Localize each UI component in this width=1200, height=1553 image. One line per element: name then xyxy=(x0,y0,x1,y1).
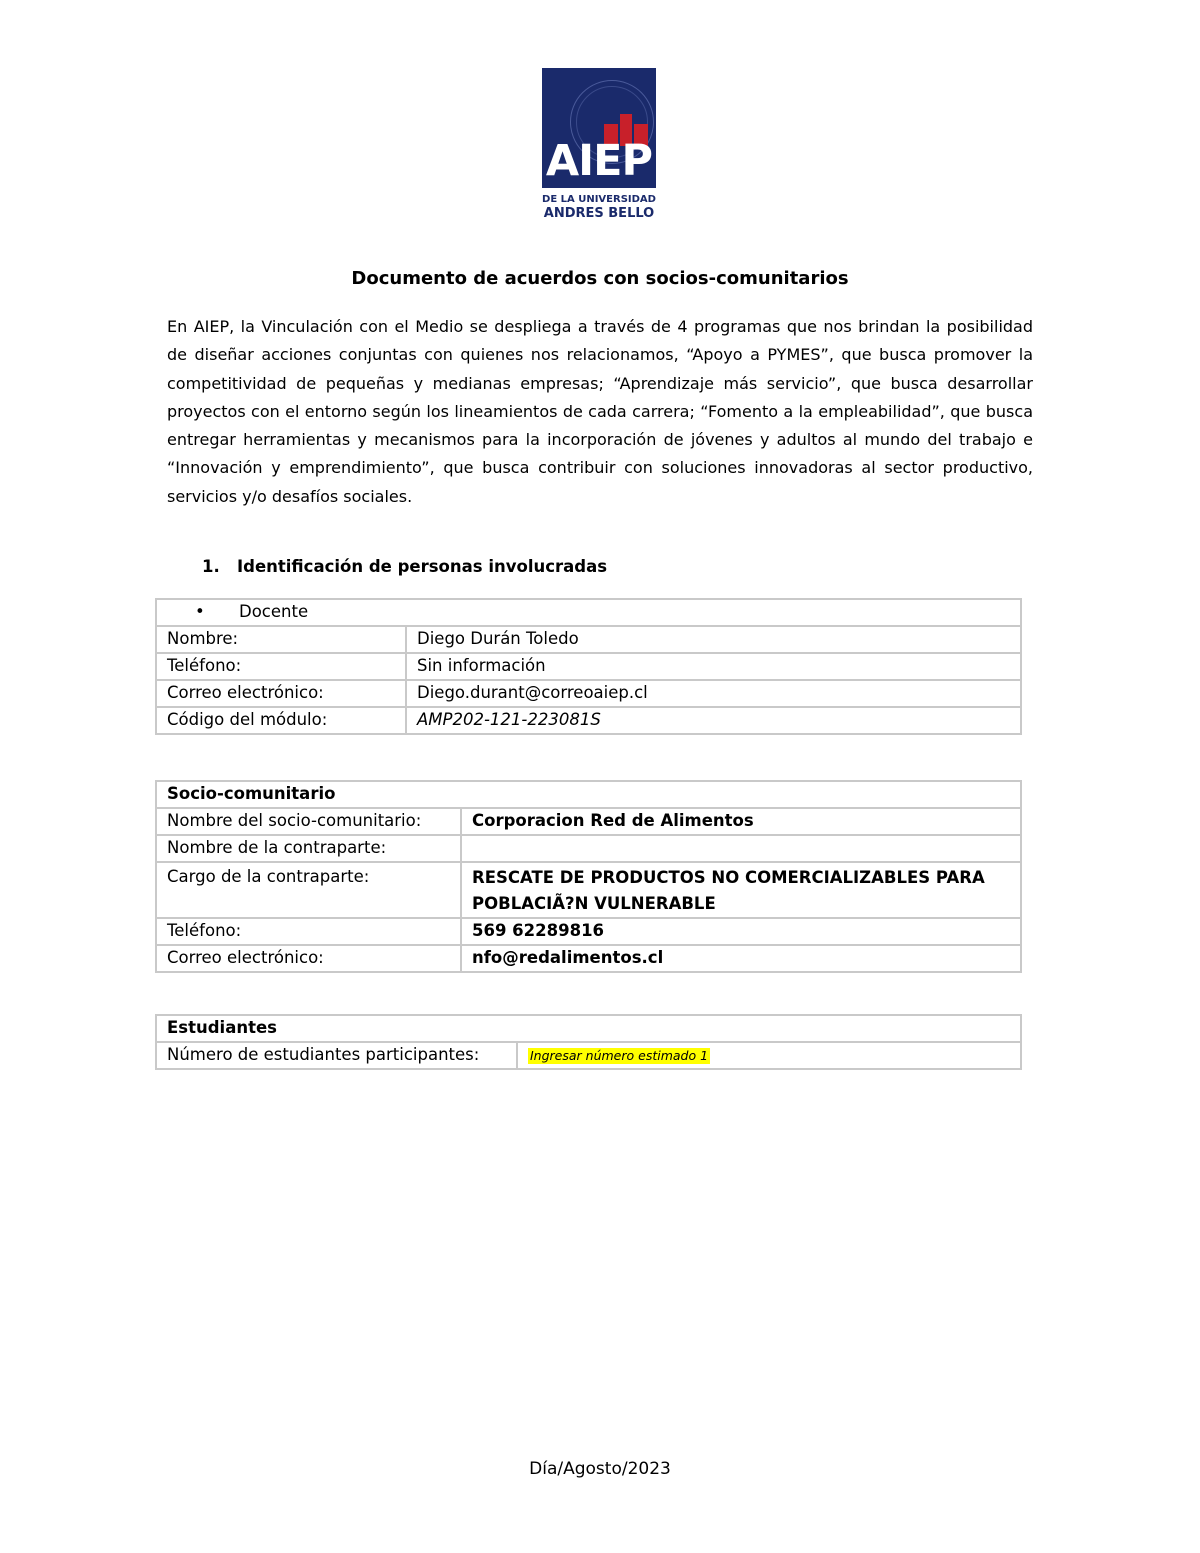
table-row xyxy=(156,680,1021,707)
row-label: Cargo de la contraparte: xyxy=(156,862,461,918)
student-count-cell xyxy=(517,1042,1021,1069)
row-label: Nombre de la contraparte: xyxy=(156,835,461,862)
section-heading xyxy=(202,557,607,576)
row-label: Número de estudiantes participantes: xyxy=(156,1042,517,1069)
logo-wordmark: AIEP xyxy=(545,136,653,186)
section-title: Identificación de personas involucradas xyxy=(237,557,608,576)
logo-subtitle-line1: DE LA UNIVERSIDAD xyxy=(542,194,656,205)
docente-header-row xyxy=(156,599,1021,626)
student-count-placeholder: Ingresar número estimado 1 xyxy=(530,1048,709,1063)
table-row xyxy=(156,653,1021,680)
section-number: 1. xyxy=(202,557,220,576)
socio-name: Corporacion Red de Alimentos xyxy=(461,808,1021,835)
logo-subtitle xyxy=(542,193,656,222)
aiep-logo xyxy=(542,68,658,222)
socio-phone: 569 62289816 xyxy=(461,918,1021,945)
estudiantes-header-row xyxy=(156,1015,1021,1042)
table-row xyxy=(156,918,1021,945)
table-row xyxy=(156,945,1021,972)
socio-email: nfo@redalimentos.cl xyxy=(461,945,1021,972)
row-label: Teléfono: xyxy=(156,918,461,945)
table-row xyxy=(156,707,1021,734)
row-label: Nombre: xyxy=(156,626,406,653)
docente-header-cell xyxy=(156,599,1021,626)
intro-paragraph: En AIEP, la Vinculación con el Medio se despliega a través de 4 programas que nos brindan la posibilidad de diseñar acciones conjuntas con quienes nos relacionamos, “Apoyo a PYMES”, que busca promover la competitividad de pequeñas y medianas empresas; “Aprendizaje más servicio”, que busca desarrollar proyectos con el entorno según los lineamientos de cada carrera; “Fomento a la empleabilidad”, que busca entregar herramientas y mecanismos para la incorporación de jóvenes y adultos al mundo del trabajo e “Innovación y emprendimiento”, que busca contribuir con soluciones innovadoras al sector productivo, servicios y/o desafíos sociales. xyxy=(167,317,1033,506)
docente-email: Diego.durant@correoaiep.cl xyxy=(406,680,1021,707)
logo-subtitle-line2: ANDRES BELLO xyxy=(543,206,655,221)
table-row xyxy=(156,626,1021,653)
table-row xyxy=(156,835,1021,862)
row-label: Correo electrónico: xyxy=(156,680,406,707)
row-label: Código del módulo: xyxy=(156,707,406,734)
table-row xyxy=(156,808,1021,835)
document-title: Documento de acuerdos con socios-comunitarios xyxy=(351,268,849,289)
docente-name: Diego Durán Toledo xyxy=(406,626,1021,653)
logo-emblem xyxy=(542,68,656,188)
footer-date: Día/Agosto/2023 xyxy=(529,1459,671,1479)
module-code: AMP202-121-223081S xyxy=(406,707,1021,734)
contraparte-name xyxy=(461,835,1021,862)
docente-table xyxy=(155,598,1022,735)
table-row xyxy=(156,862,1021,918)
row-label: Correo electrónico: xyxy=(156,945,461,972)
row-label: Nombre del socio-comunitario: xyxy=(156,808,461,835)
docente-phone: Sin información xyxy=(406,653,1021,680)
socio-table xyxy=(155,780,1022,973)
estudiantes-header: Estudiantes xyxy=(156,1015,1021,1042)
bullet-icon: • xyxy=(195,602,205,621)
estudiantes-table xyxy=(155,1014,1022,1070)
row-label: Teléfono: xyxy=(156,653,406,680)
socio-header: Socio-comunitario xyxy=(156,781,1021,808)
contraparte-role: RESCATE DE PRODUCTOS NO COMERCIALIZABLES PARA POBLACIÃ?N VULNERABLE xyxy=(461,862,1021,918)
table-row xyxy=(156,1042,1021,1069)
docente-header: Docente xyxy=(239,602,309,621)
socio-header-row xyxy=(156,781,1021,808)
